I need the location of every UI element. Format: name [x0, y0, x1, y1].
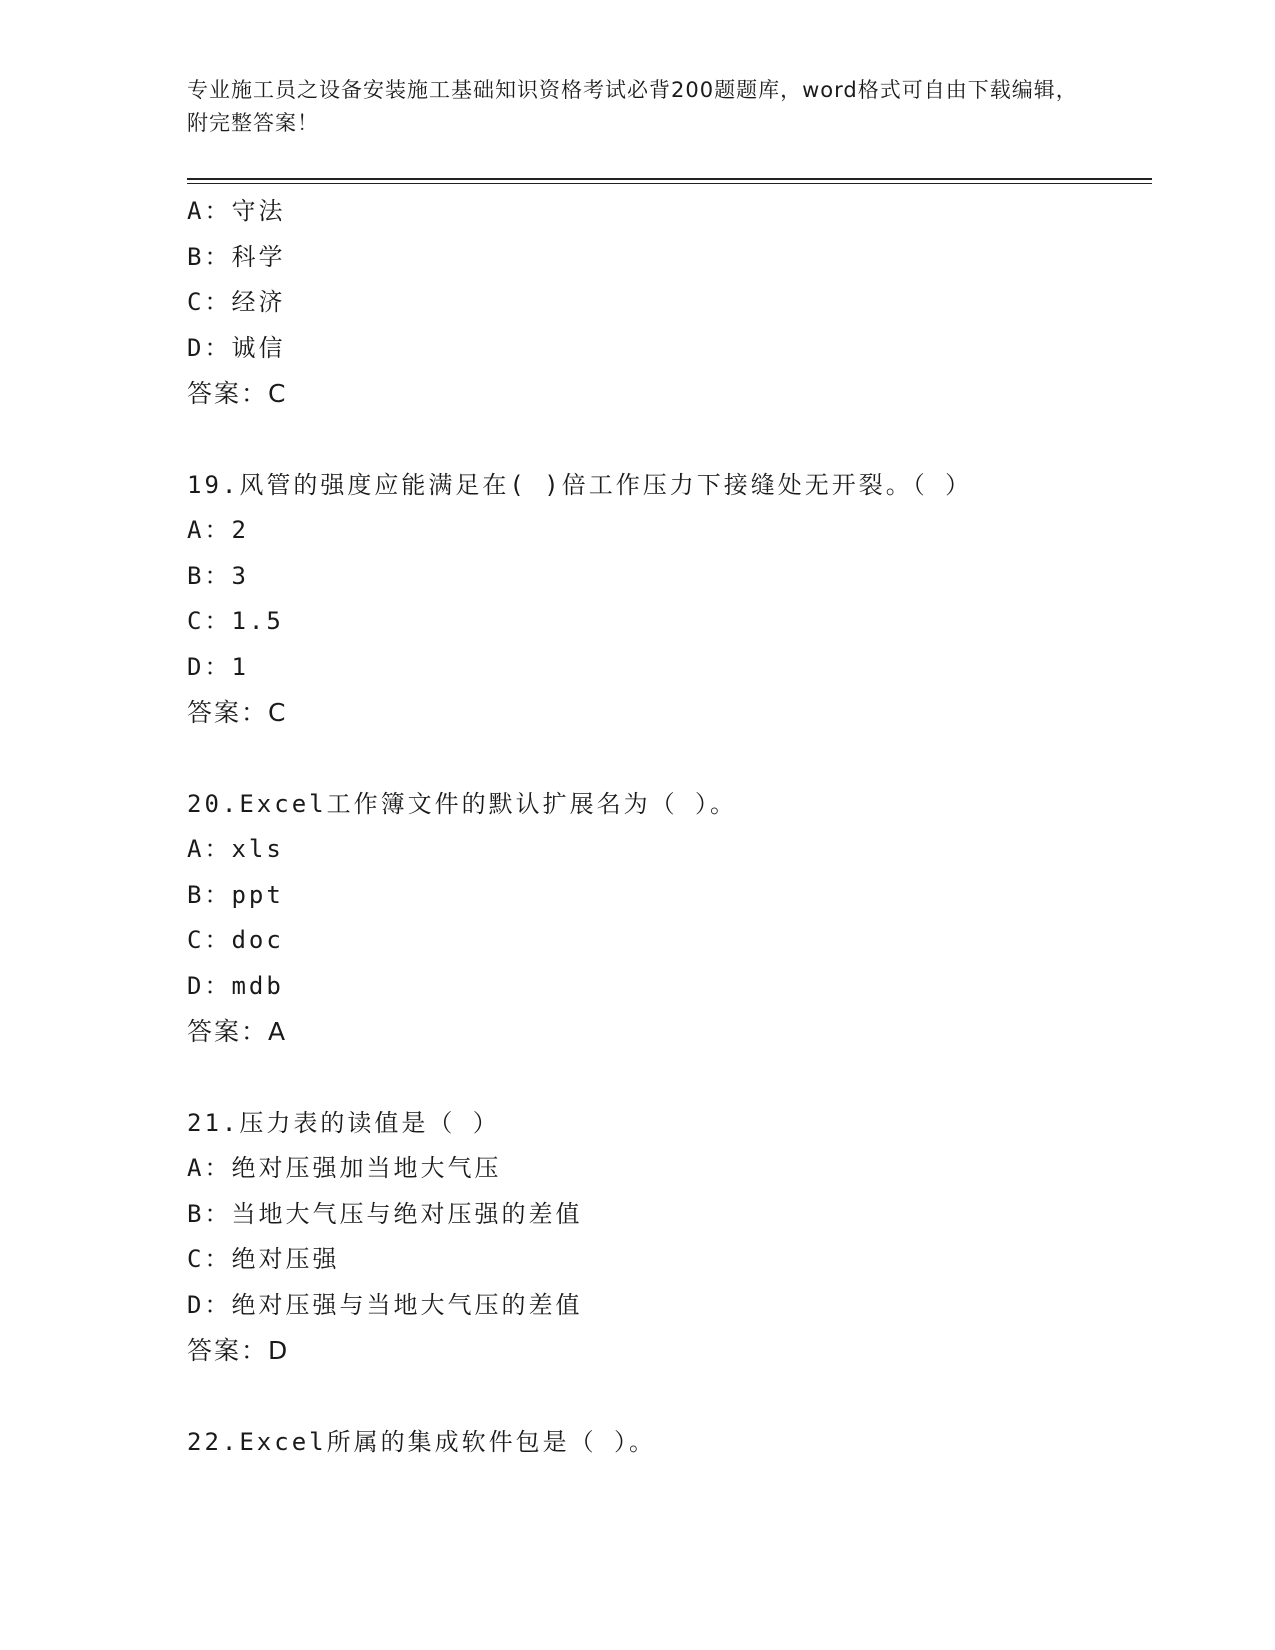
spacer	[187, 1055, 1152, 1101]
question-20	[187, 782, 1152, 1055]
spacer	[187, 417, 1152, 463]
option-c: C：1.5	[187, 607, 284, 635]
document-header	[187, 74, 1087, 140]
header-divider-thick	[187, 178, 1152, 180]
option-d: D：绝对压强与当地大气压的差值	[187, 1290, 583, 1319]
answer-line: 答案：A	[187, 1017, 288, 1046]
option-b: B：科学	[187, 242, 286, 271]
header-divider-thin	[187, 183, 1152, 184]
answer-line: 答案：C	[187, 379, 288, 408]
option-d: D：mdb	[187, 971, 284, 1000]
option-b: B：3	[187, 561, 249, 590]
option-a: A：绝对压强加当地大气压	[187, 1154, 502, 1182]
answer-line: 答案：C	[187, 698, 288, 727]
option-a: A：xls	[187, 835, 284, 863]
question-list	[187, 189, 1152, 1465]
option-a: A：守法	[187, 197, 286, 225]
question-stem: 19.风管的强度应能满足在( )倍工作压力下接缝处无开裂。（ ）	[187, 470, 973, 499]
question-18-continued	[187, 189, 1152, 417]
option-b: B：ppt	[187, 880, 284, 909]
question-stem: 22.Excel所属的集成软件包是（ ）。	[187, 1427, 657, 1456]
option-c: C：经济	[187, 288, 286, 316]
question-stem: 21.压力表的读值是（ ）	[187, 1108, 500, 1137]
option-d: D：诚信	[187, 333, 286, 362]
question-21	[187, 1101, 1152, 1374]
option-b: B：当地大气压与绝对压强的差值	[187, 1199, 583, 1228]
option-c: C：doc	[187, 926, 284, 954]
option-d: D：1	[187, 652, 249, 681]
spacer	[187, 736, 1152, 782]
answer-line: 答案：D	[187, 1336, 290, 1365]
spacer	[187, 1374, 1152, 1420]
question-stem: 20.Excel工作簿文件的默认扩展名为（ ）。	[187, 789, 738, 818]
option-a: A：2	[187, 516, 249, 544]
header-title: 专业施工员之设备安装施工基础知识资格考试必背200题题库，word格式可自由下载编辑，附完整答案！	[187, 78, 1078, 135]
option-c: C：绝对压强	[187, 1245, 340, 1273]
question-19	[187, 463, 1152, 736]
question-22	[187, 1420, 1152, 1466]
